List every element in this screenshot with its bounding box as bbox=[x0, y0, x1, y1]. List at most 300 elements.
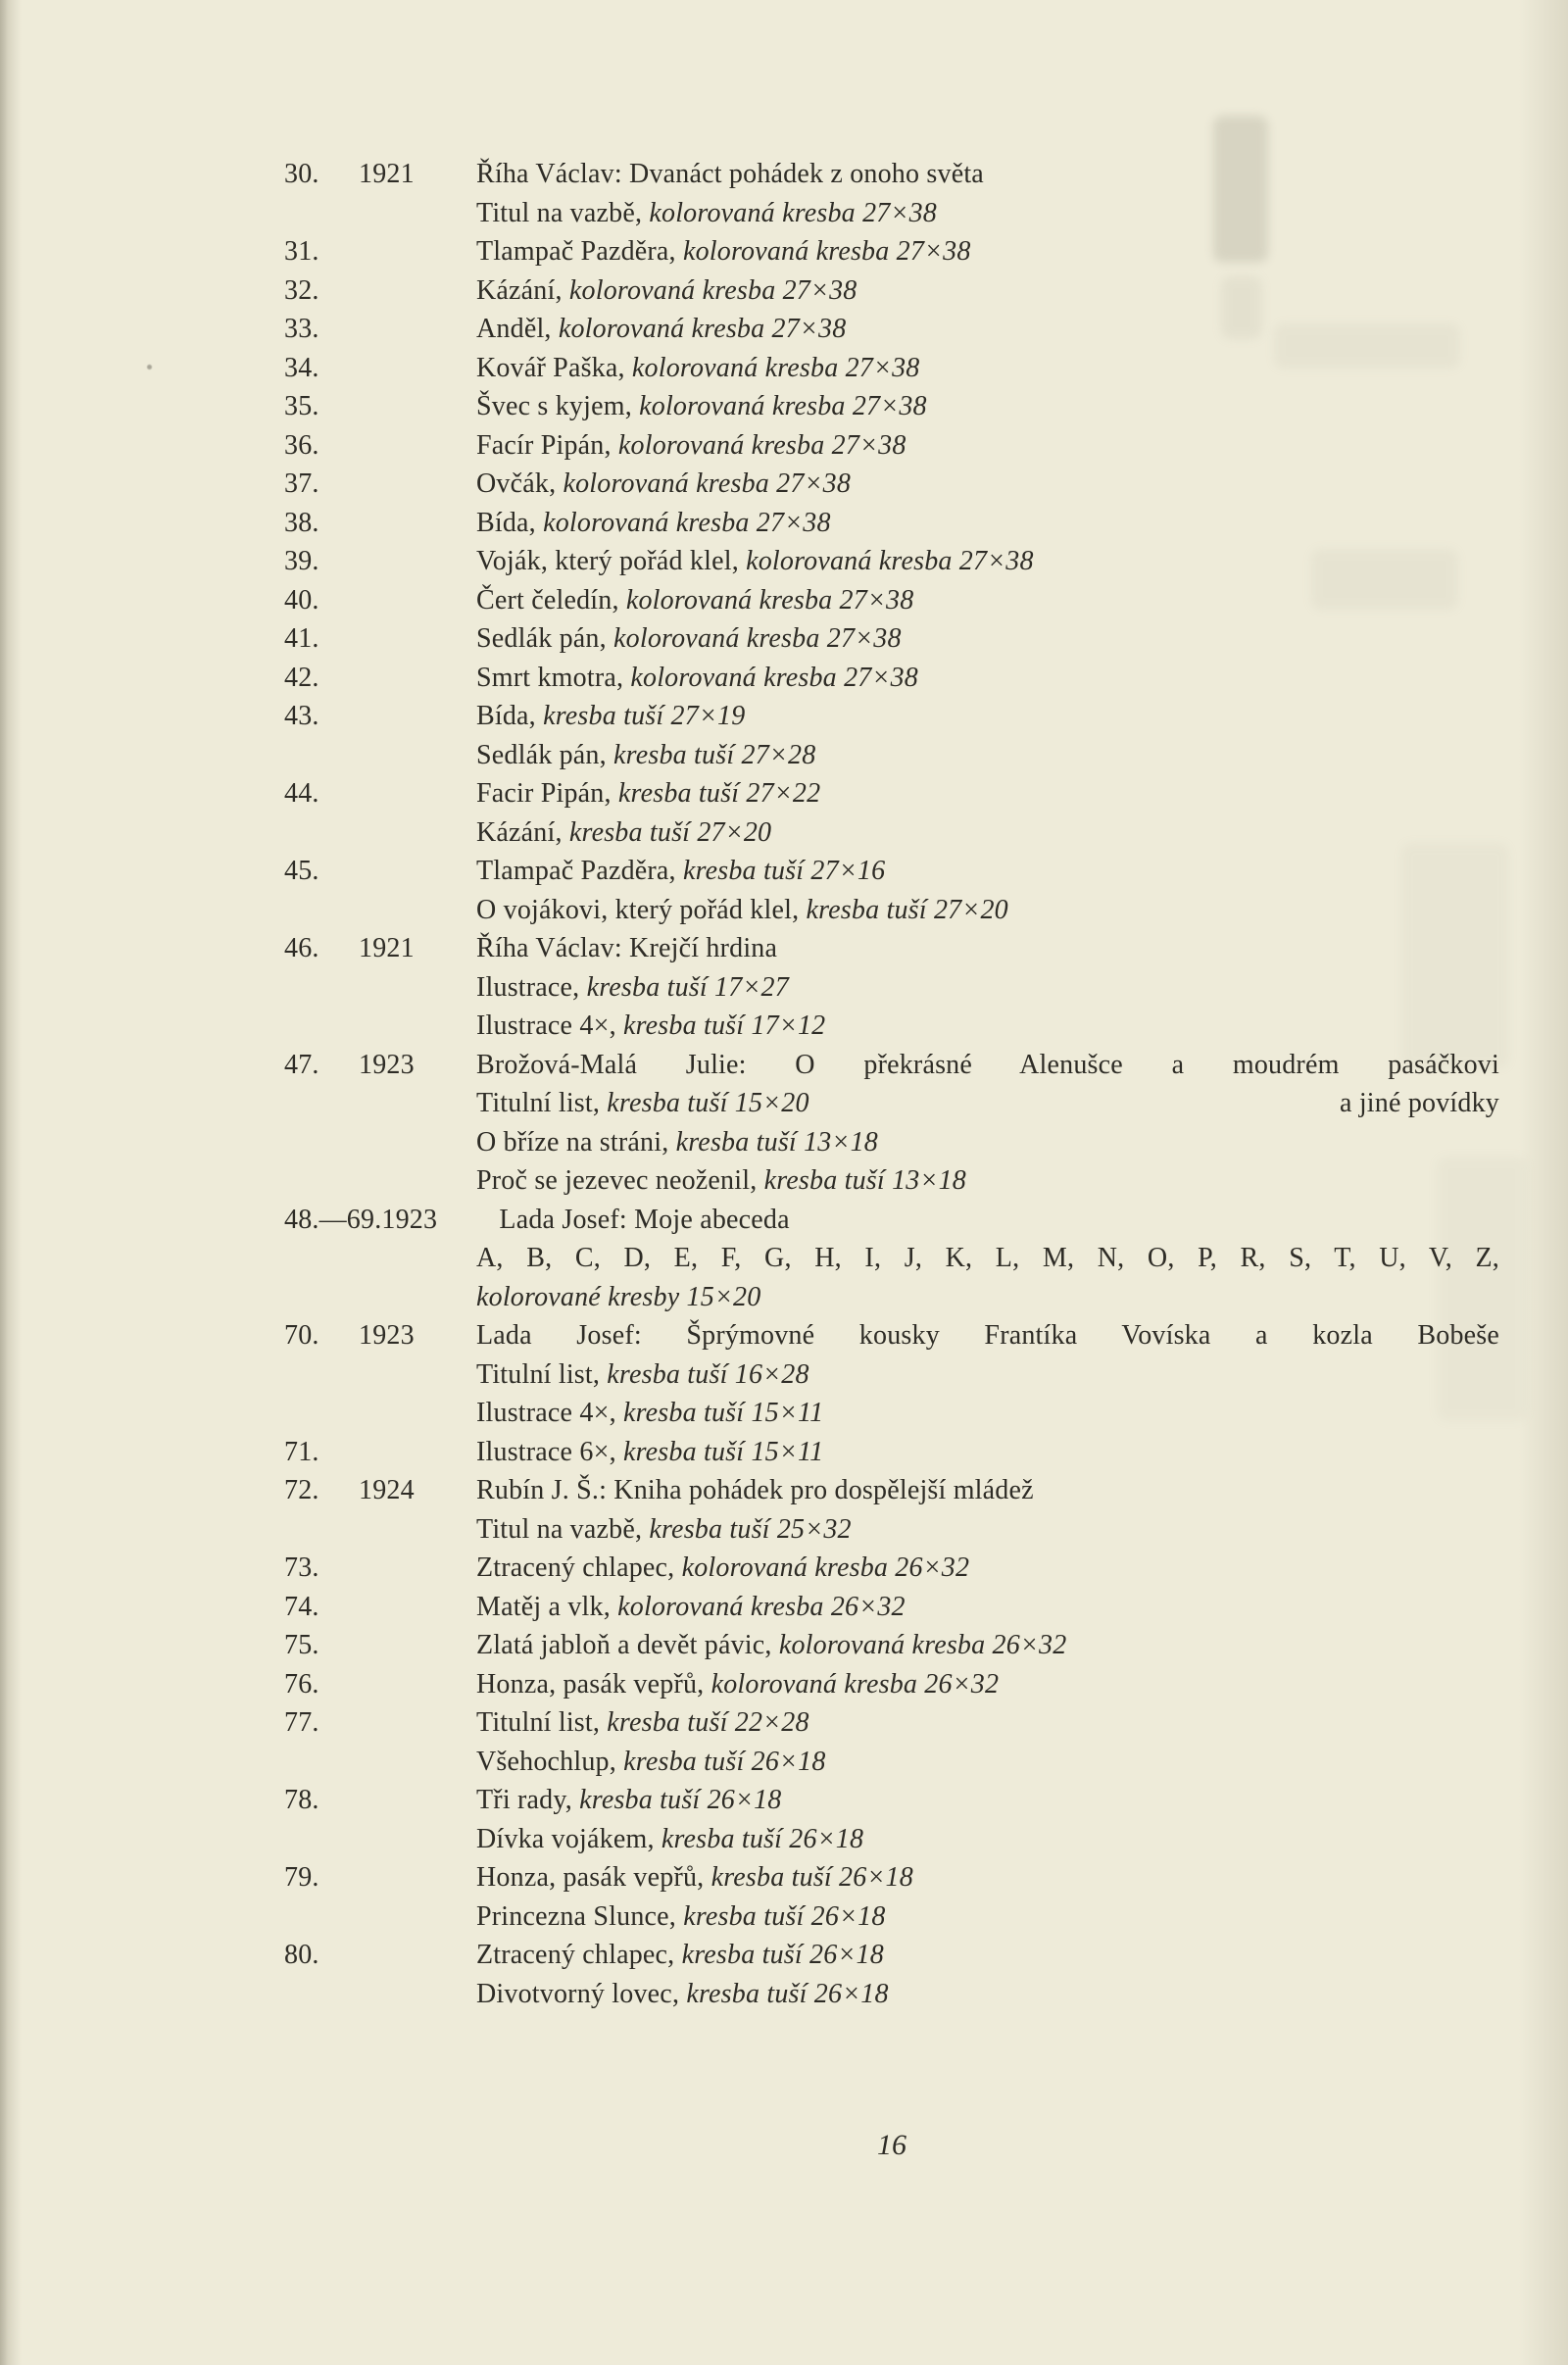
entry-year bbox=[359, 1510, 476, 1550]
title-text: Titulní list, bbox=[476, 1707, 608, 1738]
entry-continuation-line bbox=[284, 1239, 1499, 1278]
entry-continuation-line bbox=[284, 1355, 1499, 1395]
entry-number: 48.—69. bbox=[284, 1204, 382, 1235]
entry-text bbox=[499, 1201, 1499, 1240]
catalog-entry bbox=[284, 619, 1499, 659]
entry-number bbox=[284, 1743, 359, 1782]
entry-line bbox=[284, 1703, 1499, 1743]
entry-number bbox=[284, 1355, 359, 1395]
entry-text bbox=[476, 1549, 1499, 1588]
technique-and-size-text: kolorovaná kresba 27×38 bbox=[617, 429, 906, 461]
title-text: Titulní list, bbox=[476, 1088, 608, 1118]
entry-text bbox=[476, 232, 1499, 271]
entry-text bbox=[476, 736, 1499, 775]
title-text: Titul na vazbě, bbox=[476, 1513, 650, 1545]
catalog-entry bbox=[284, 1046, 1499, 1201]
entry-text bbox=[476, 659, 1499, 698]
entry-text bbox=[476, 1703, 1499, 1743]
entry-text bbox=[476, 271, 1499, 311]
title-text: Čert čeledín, bbox=[476, 584, 626, 616]
entry-text bbox=[476, 581, 1499, 620]
entry-line bbox=[284, 1858, 1499, 1897]
entry-year bbox=[359, 852, 476, 891]
entry-year bbox=[359, 542, 476, 581]
entry-text bbox=[476, 1084, 1499, 1123]
entry-year bbox=[359, 1394, 476, 1433]
entry-year bbox=[359, 1588, 476, 1627]
entry-text bbox=[476, 349, 1499, 388]
entry-line bbox=[284, 581, 1499, 620]
technique-and-size-text: kresba tuší 15×20 bbox=[607, 1088, 809, 1118]
title-text: Bída, bbox=[476, 507, 544, 538]
entry-year bbox=[359, 1936, 476, 1975]
entry-number: 72. bbox=[284, 1475, 319, 1505]
entry-year bbox=[359, 581, 476, 620]
entry-year: 1923 bbox=[381, 1204, 438, 1235]
title-text: Ovčák, bbox=[476, 468, 564, 499]
technique-and-size-text: kolorovaná kresba 27×38 bbox=[639, 391, 927, 421]
technique-and-size-text: kresba tuší 15×11 bbox=[622, 1398, 824, 1428]
title-text: Ilustrace 6×, bbox=[476, 1436, 623, 1467]
entry-continuation-line bbox=[284, 1510, 1499, 1550]
catalog-entry bbox=[284, 581, 1499, 620]
title-text: Divotvorný lovec, bbox=[476, 1978, 687, 2009]
title-text: a jiné povídky bbox=[1340, 1088, 1499, 1118]
entry-year bbox=[359, 1897, 476, 1937]
entry-text bbox=[476, 1626, 1499, 1665]
entry-text bbox=[476, 194, 1499, 233]
technique-and-size-text: kresba tuší 26×18 bbox=[623, 1746, 826, 1777]
entry-number: 79. bbox=[284, 1862, 319, 1893]
entry-number bbox=[284, 1510, 359, 1550]
entry-year bbox=[359, 1703, 476, 1743]
technique-and-size-text: kolorovaná kresba 26×32 bbox=[617, 1591, 906, 1622]
entry-number: 70. bbox=[284, 1320, 319, 1351]
entry-year bbox=[359, 774, 476, 813]
entry-year bbox=[359, 310, 476, 349]
title-text: Honza, pasák vepřů, bbox=[476, 1862, 711, 1893]
technique-and-size-text: kresba tuší 17×27 bbox=[586, 971, 789, 1003]
entry-text bbox=[476, 697, 1499, 736]
technique-and-size-text: kolorovaná kresba 27×38 bbox=[613, 623, 902, 654]
technique-and-size-text: kresba tuší 27×20 bbox=[806, 894, 1008, 925]
entry-number bbox=[284, 1161, 359, 1201]
entry-continuation-line bbox=[284, 1975, 1499, 2014]
entry-text bbox=[476, 1161, 1499, 1201]
catalog-entry bbox=[284, 1588, 1499, 1627]
entry-year: 1923 bbox=[359, 1320, 415, 1351]
entry-year bbox=[359, 1975, 476, 2014]
entry-number bbox=[284, 968, 359, 1008]
entry-number bbox=[284, 1239, 359, 1278]
technique-and-size-text: kresba tuší 13×18 bbox=[675, 1126, 878, 1158]
entry-line bbox=[284, 387, 1499, 426]
entry-year bbox=[359, 1820, 476, 1859]
entry-number bbox=[284, 1820, 359, 1859]
entry-year bbox=[359, 1626, 476, 1665]
entry-text bbox=[476, 504, 1499, 543]
technique-and-size-text: kresba tuší 26×18 bbox=[681, 1940, 884, 1970]
entry-number: 38. bbox=[284, 507, 319, 538]
entry-year bbox=[359, 465, 476, 504]
entry-number: 36. bbox=[284, 429, 319, 461]
entry-text bbox=[476, 310, 1499, 349]
technique-and-size-text: kresba tuší 27×28 bbox=[613, 739, 816, 770]
entry-line bbox=[284, 1433, 1499, 1472]
catalog-entry bbox=[284, 1703, 1499, 1781]
entry-text bbox=[476, 1781, 1499, 1820]
entry-text bbox=[476, 1820, 1499, 1859]
title-text: Kázání, bbox=[476, 274, 569, 306]
technique-and-size-text: kresba tuší 26×18 bbox=[686, 1978, 889, 2009]
entry-text bbox=[476, 1046, 1499, 1085]
entry-line bbox=[284, 465, 1499, 504]
technique-and-size-text: kolorované kresby 15×20 bbox=[476, 1281, 761, 1312]
entry-number: 44. bbox=[284, 778, 319, 809]
entry-continuation-line bbox=[284, 1820, 1499, 1859]
entry-continuation-line bbox=[284, 1007, 1499, 1046]
title-text: A, B, C, D, E, F, G, H, I, J, K, L, M, N, O, P, R, S, T, U, V, Z, bbox=[476, 1243, 1499, 1273]
entry-year bbox=[359, 813, 476, 853]
entry-text bbox=[476, 1316, 1499, 1355]
entry-year: 1924 bbox=[359, 1475, 415, 1505]
catalog-entry bbox=[284, 929, 1499, 1046]
entry-year bbox=[359, 1743, 476, 1782]
catalog-entry bbox=[284, 659, 1499, 698]
entry-year bbox=[359, 1665, 476, 1704]
entry-line bbox=[284, 1781, 1499, 1820]
entry-text bbox=[476, 155, 1499, 194]
entry-year bbox=[359, 659, 476, 698]
catalog-entry bbox=[284, 349, 1499, 388]
entry-number: 41. bbox=[284, 623, 319, 654]
catalog-entry bbox=[284, 1781, 1499, 1858]
entry-text bbox=[476, 968, 1499, 1008]
catalog-entry bbox=[284, 1936, 1499, 2013]
entry-year bbox=[359, 1084, 476, 1123]
technique-and-size-text: kresba tuší 26×18 bbox=[661, 1823, 864, 1854]
catalog-entry bbox=[284, 852, 1499, 929]
entry-number: 33. bbox=[284, 314, 319, 344]
title-text: Tlampač Pazděra, bbox=[476, 856, 683, 886]
entry-number bbox=[284, 1394, 359, 1433]
entry-line bbox=[284, 1471, 1499, 1510]
entry-number: 32. bbox=[284, 274, 319, 306]
title-text: Bída, bbox=[476, 701, 544, 731]
entry-year bbox=[359, 1161, 476, 1201]
entry-number: 30. bbox=[284, 159, 319, 189]
entry-number bbox=[284, 1084, 359, 1123]
catalog-entry bbox=[284, 1471, 1499, 1549]
entry-text bbox=[476, 1588, 1499, 1627]
entry-line bbox=[284, 155, 1499, 194]
catalog-entry bbox=[284, 1201, 1499, 1317]
entry-year bbox=[359, 1278, 476, 1317]
catalog-entry bbox=[284, 387, 1499, 426]
entry-number: 77. bbox=[284, 1707, 319, 1738]
technique-and-size-text: kresba tuší 17×12 bbox=[622, 1010, 826, 1041]
entry-year bbox=[359, 504, 476, 543]
entry-year bbox=[359, 1123, 476, 1162]
title-text: Anděl, bbox=[476, 314, 559, 344]
entry-number: 75. bbox=[284, 1630, 319, 1660]
entry-text bbox=[476, 1007, 1499, 1046]
technique-and-size-text: kolorovaná kresba 27×38 bbox=[543, 507, 831, 538]
entry-line bbox=[284, 271, 1499, 311]
entry-number: 35. bbox=[284, 391, 319, 421]
catalog-entry bbox=[284, 542, 1499, 581]
technique-and-size-text: kresba tuší 22×28 bbox=[607, 1707, 809, 1738]
entry-line bbox=[284, 1588, 1499, 1627]
entry-number bbox=[284, 891, 359, 930]
entry-number: 43. bbox=[284, 701, 319, 731]
entry-number: 46. bbox=[284, 933, 319, 963]
entry-line bbox=[284, 852, 1499, 891]
title-text: Kovář Paška, bbox=[476, 352, 632, 383]
catalog-entry bbox=[284, 1549, 1499, 1588]
title-text: Ztracený chlapec, bbox=[476, 1552, 682, 1583]
entry-text bbox=[476, 1897, 1499, 1937]
entry-text bbox=[476, 1510, 1499, 1550]
entry-number bbox=[284, 813, 359, 853]
catalog-entry bbox=[284, 774, 1499, 852]
entry-text bbox=[476, 1665, 1499, 1704]
entry-year bbox=[359, 968, 476, 1008]
entry-number bbox=[284, 1007, 359, 1046]
catalog-entry bbox=[284, 310, 1499, 349]
entry-text bbox=[476, 387, 1499, 426]
entry-line bbox=[284, 1549, 1499, 1588]
title-text: Titul na vazbě, bbox=[476, 197, 650, 228]
title-text: Říha Václav: Krejčí hrdina bbox=[476, 933, 778, 963]
entry-text bbox=[476, 774, 1499, 813]
catalog-entry bbox=[284, 1626, 1499, 1665]
entry-number: 40. bbox=[284, 584, 319, 616]
entry-text bbox=[476, 465, 1499, 504]
entry-line bbox=[284, 1046, 1499, 1085]
technique-and-size-text: kresba tuší 16×28 bbox=[607, 1358, 809, 1390]
title-text: Rubín J. Š.: Kniha pohádek pro dospělejší mládež bbox=[476, 1475, 1034, 1505]
catalog-entry bbox=[284, 271, 1499, 311]
entry-text bbox=[476, 813, 1499, 853]
catalog-entry bbox=[284, 426, 1499, 466]
title-text: Smrt kmotra, bbox=[476, 662, 631, 693]
entry-year bbox=[359, 271, 476, 311]
technique-and-size-text: kresba tuší 27×19 bbox=[543, 701, 746, 731]
title-text: Ilustrace 4×, bbox=[476, 1010, 623, 1041]
catalog-entry bbox=[284, 1665, 1499, 1704]
title-text: Titulní list, bbox=[476, 1358, 608, 1390]
entry-text bbox=[476, 1394, 1499, 1433]
entry-continuation-line bbox=[284, 1897, 1499, 1937]
title-text: Tři rady, bbox=[476, 1785, 580, 1815]
technique-and-size-text: kresba tuší 27×16 bbox=[682, 856, 886, 886]
entry-number: 73. bbox=[284, 1552, 319, 1583]
entry-number: 37. bbox=[284, 468, 319, 499]
entry-text bbox=[476, 542, 1499, 581]
technique-and-size-text: kresba tuší 27×22 bbox=[617, 778, 821, 809]
entry-number: 80. bbox=[284, 1940, 319, 1970]
entry-number bbox=[284, 1123, 359, 1162]
entry-year bbox=[359, 1781, 476, 1820]
entry-text bbox=[476, 1936, 1499, 1975]
entry-continuation-line bbox=[284, 1123, 1499, 1162]
entry-year bbox=[359, 194, 476, 233]
entry-continuation-line bbox=[284, 813, 1499, 853]
entry-text bbox=[476, 1743, 1499, 1782]
catalog-entry bbox=[284, 465, 1499, 504]
entry-line bbox=[284, 1936, 1499, 1975]
title-text: Voják, který pořád klel, bbox=[476, 546, 747, 576]
technique-and-size-text: kresba tuší 26×18 bbox=[710, 1862, 913, 1893]
catalog-entry bbox=[284, 1433, 1499, 1472]
technique-and-size-text: kresba tuší 27×20 bbox=[568, 816, 772, 848]
title-text: Kázání, bbox=[476, 816, 569, 848]
entry-number bbox=[284, 194, 359, 233]
entry-continuation-line bbox=[284, 1084, 1499, 1123]
technique-and-size-text: kolorovaná kresba 26×32 bbox=[710, 1668, 1000, 1700]
technique-and-size-text: kolorovaná kresba 26×32 bbox=[778, 1630, 1067, 1660]
entry-text bbox=[476, 426, 1499, 466]
title-text: Dívka vojákem, bbox=[476, 1823, 662, 1854]
entry-number: 39. bbox=[284, 546, 319, 576]
entry-number: 45. bbox=[284, 856, 319, 886]
title-text: Proč se jezevec neoženil, bbox=[476, 1165, 764, 1196]
entry-text bbox=[476, 852, 1499, 891]
technique-and-size-text: kolorovaná kresba 27×38 bbox=[682, 236, 971, 267]
entry-number bbox=[284, 1278, 359, 1317]
title-text: Sedlák pán, bbox=[476, 623, 614, 654]
entry-text bbox=[476, 891, 1499, 930]
entry-line bbox=[284, 619, 1499, 659]
entry-year bbox=[359, 891, 476, 930]
technique-and-size-text: kolorovaná kresba 27×38 bbox=[625, 584, 914, 616]
entry-year bbox=[359, 1549, 476, 1588]
catalog-entry bbox=[284, 504, 1499, 543]
entry-number: 76. bbox=[284, 1668, 319, 1700]
technique-and-size-text: kolorovaná kresba 27×38 bbox=[746, 546, 1034, 576]
entry-number: 34. bbox=[284, 352, 319, 383]
entry-line bbox=[284, 659, 1499, 698]
technique-and-size-text: kresba tuší 26×18 bbox=[579, 1785, 782, 1815]
entry-number bbox=[284, 1975, 359, 2014]
entry-text bbox=[476, 929, 1499, 968]
entry-number: 47. bbox=[284, 1049, 319, 1080]
catalog-entry bbox=[284, 697, 1499, 774]
entry-year bbox=[359, 1355, 476, 1395]
entry-text bbox=[476, 1975, 1499, 2014]
title-text: Tlampač Pazděra, bbox=[476, 236, 683, 267]
entry-text bbox=[476, 1433, 1499, 1472]
catalog-entry bbox=[284, 155, 1499, 232]
entry-number: 74. bbox=[284, 1591, 319, 1622]
title-text: Lada Josef: Šprýmovné kousky Frantíka Vovíska a kozla Bobeše bbox=[476, 1320, 1499, 1351]
entry-year: 1921 bbox=[359, 933, 415, 963]
entry-text bbox=[476, 1123, 1499, 1162]
entry-text bbox=[476, 1355, 1499, 1395]
entry-line bbox=[284, 1201, 1499, 1240]
entry-continuation-line bbox=[284, 891, 1499, 930]
catalog-entry bbox=[284, 1316, 1499, 1433]
entry-line bbox=[284, 697, 1499, 736]
catalog-entry bbox=[284, 1858, 1499, 1936]
entry-number bbox=[284, 736, 359, 775]
technique-and-size-text: kresba tuší 13×18 bbox=[763, 1165, 966, 1196]
title-text: Facír Pipán, bbox=[476, 429, 618, 461]
entry-text bbox=[476, 1278, 1499, 1317]
entry-number: 31. bbox=[284, 236, 319, 267]
title-text: Říha Václav: Dvanáct pohádek z onoho světa bbox=[476, 159, 984, 189]
technique-and-size-text: kolorovaná kresba 27×38 bbox=[649, 197, 937, 228]
title-text: Sedlák pán, bbox=[476, 739, 614, 770]
title-text: Facir Pipán, bbox=[476, 778, 618, 809]
technique-and-size-text: kresba tuší 26×18 bbox=[683, 1900, 886, 1932]
catalog-entry bbox=[284, 232, 1499, 271]
entry-year: 1923 bbox=[359, 1049, 415, 1080]
entry-number: 78. bbox=[284, 1785, 319, 1815]
entry-year bbox=[359, 619, 476, 659]
technique-and-size-text: kolorovaná kresba 27×38 bbox=[558, 314, 847, 344]
entry-continuation-line bbox=[284, 1278, 1499, 1317]
technique-and-size-text: kolorovaná kresba 27×38 bbox=[563, 468, 852, 499]
title-text: Ztracený chlapec, bbox=[476, 1940, 682, 1970]
entry-text bbox=[476, 619, 1499, 659]
entry-year bbox=[359, 387, 476, 426]
entry-year bbox=[359, 349, 476, 388]
title-text: Všehochlup, bbox=[476, 1746, 624, 1777]
entry-text bbox=[476, 1239, 1499, 1278]
entry-year bbox=[359, 426, 476, 466]
entry-continuation-line bbox=[284, 1161, 1499, 1201]
entry-line bbox=[284, 310, 1499, 349]
entry-text bbox=[476, 1858, 1499, 1897]
technique-and-size-text: kresba tuší 25×32 bbox=[649, 1513, 852, 1545]
title-text: O bříze na stráni, bbox=[476, 1126, 676, 1158]
entry-line bbox=[284, 1316, 1499, 1355]
entry-line bbox=[284, 426, 1499, 466]
entry-number bbox=[284, 1897, 359, 1937]
entry-number: 71. bbox=[284, 1436, 319, 1467]
entry-year bbox=[359, 1433, 476, 1472]
title-text: Ilustrace 4×, bbox=[476, 1398, 623, 1428]
entry-line bbox=[284, 774, 1499, 813]
title-text: Princezna Slunce, bbox=[476, 1900, 684, 1932]
entry-year bbox=[359, 736, 476, 775]
entry-year bbox=[359, 697, 476, 736]
entry-continuation-line bbox=[284, 1394, 1499, 1433]
technique-and-size-text: kolorovaná kresba 27×38 bbox=[630, 662, 918, 693]
page-number: 16 bbox=[877, 2129, 906, 2161]
title-text: Lada Josef: Moje abeceda bbox=[499, 1204, 790, 1235]
entry-number: 42. bbox=[284, 662, 319, 693]
title-text: Honza, pasák vepřů, bbox=[476, 1668, 711, 1700]
entry-continuation-line bbox=[284, 194, 1499, 233]
entry-year bbox=[359, 232, 476, 271]
entry-line bbox=[284, 929, 1499, 968]
entry-year: 1921 bbox=[359, 159, 415, 189]
entry-year bbox=[359, 1858, 476, 1897]
technique-and-size-text: kresba tuší 15×11 bbox=[622, 1436, 824, 1467]
technique-and-size-text: kolorovaná kresba 27×38 bbox=[568, 274, 858, 306]
title-text: Švec s kyjem, bbox=[476, 391, 640, 421]
entry-line bbox=[284, 1626, 1499, 1665]
technique-and-size-text: kolorovaná kresba 27×38 bbox=[631, 352, 920, 383]
title-text: Ilustrace, bbox=[476, 971, 587, 1003]
entry-text bbox=[476, 1471, 1499, 1510]
title-text: Brožová-Malá Julie: O překrásné Alenušce a moudrém pasáčkovi bbox=[476, 1049, 1499, 1080]
catalog-list bbox=[0, 155, 1568, 2013]
entry-line bbox=[284, 232, 1499, 271]
